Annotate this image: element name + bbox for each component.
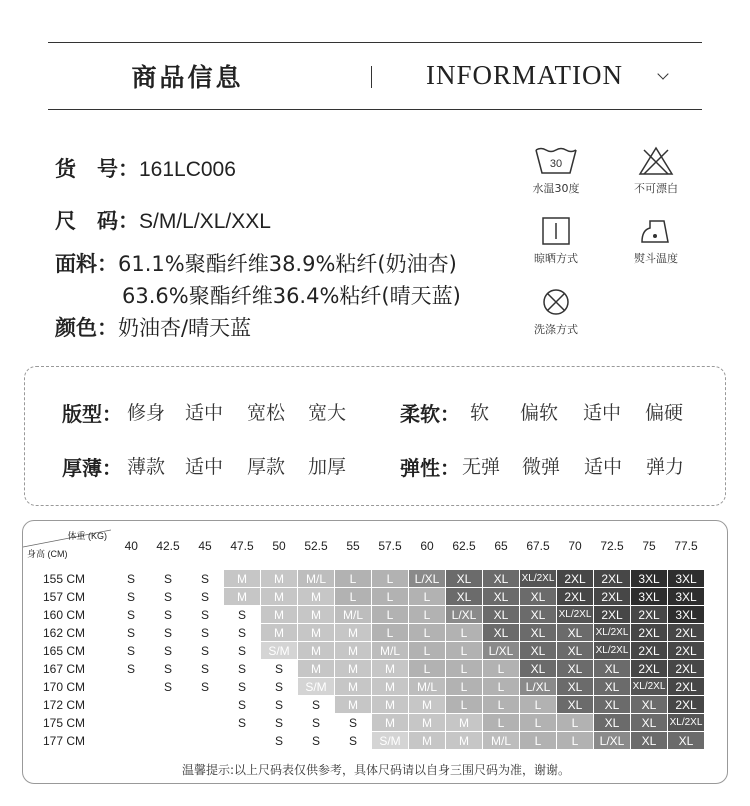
- size-cell: S: [298, 696, 335, 714]
- size-row: [23, 714, 705, 732]
- size-cell: XL: [594, 714, 631, 732]
- size-cell: S/M: [372, 732, 409, 750]
- weight-header: 67.5: [526, 538, 550, 553]
- size-cell: S: [113, 624, 150, 642]
- size-cell: [113, 678, 150, 696]
- weight-header: 75: [642, 538, 656, 553]
- size-cell: S: [335, 732, 372, 750]
- size-cell: M: [298, 588, 335, 606]
- size-cell: S/M: [298, 678, 335, 696]
- size-cell: S: [261, 678, 298, 696]
- size-cell: L: [446, 678, 483, 696]
- height-label: 155 CM: [43, 571, 86, 586]
- size-cell: M: [409, 696, 446, 714]
- iron-icon: [638, 216, 674, 246]
- size-cell: 3XL: [668, 570, 705, 588]
- corner-weight-label: 体重 (KG): [67, 531, 107, 541]
- size-cell: L/XL: [520, 678, 557, 696]
- size-cell: S: [113, 606, 150, 624]
- size-row: [55, 205, 271, 235]
- weight-header: 52.5: [304, 538, 328, 553]
- size-cell: 2XL: [668, 696, 705, 714]
- size-cell: S: [261, 732, 298, 750]
- size-cell: XL: [557, 624, 594, 642]
- care-iron: [621, 216, 691, 266]
- size-cell: S: [150, 570, 187, 588]
- fabric-line-2: 63.6%聚酯纤维36.4%粘纤(晴天蓝): [122, 284, 461, 308]
- size-cell: S: [224, 642, 261, 660]
- size-cell: M: [372, 660, 409, 678]
- size-cell: XL: [520, 642, 557, 660]
- size-note: 温馨提示:以上尺码表仅供参考，具体尺码请以自身三围尺码为准，谢谢。: [181, 763, 571, 777]
- height-label: 177 CM: [43, 733, 86, 748]
- fabric-feel-panel: [24, 366, 726, 506]
- size-cell: M: [298, 606, 335, 624]
- size-cell: M: [372, 696, 409, 714]
- weight-header: 70: [568, 538, 582, 553]
- size-cell: L: [483, 678, 520, 696]
- size-cell: S: [187, 624, 224, 642]
- size-cell: S: [261, 660, 298, 678]
- size-row: [23, 642, 705, 660]
- size-cell: [150, 714, 187, 732]
- size-cell: M: [298, 624, 335, 642]
- size-cell: M: [372, 678, 409, 696]
- size-cell: S: [298, 732, 335, 750]
- size-cell: XL: [483, 624, 520, 642]
- size-cell: L: [557, 714, 594, 732]
- size-cell: L: [557, 732, 594, 750]
- size-cell: L: [446, 642, 483, 660]
- sku-label: 货 号：: [55, 157, 139, 181]
- care-bleach: [621, 146, 691, 196]
- feel-option: 软: [470, 402, 490, 424]
- size-cell: XL: [557, 696, 594, 714]
- size-cell: S: [187, 660, 224, 678]
- size-cell: XL: [483, 606, 520, 624]
- size-cell: M: [261, 570, 298, 588]
- size-label: 尺 码：: [55, 209, 139, 233]
- feel-label: 弹性：: [400, 456, 460, 480]
- size-cell: S: [150, 660, 187, 678]
- size-cell: S: [261, 696, 298, 714]
- feel-option: 宽松: [247, 402, 286, 424]
- height-label: 157 CM: [43, 589, 86, 604]
- size-cell: S: [113, 570, 150, 588]
- size-row: [23, 696, 705, 714]
- size-cell: L: [372, 606, 409, 624]
- size-row: [23, 588, 705, 606]
- size-cell: XL: [520, 624, 557, 642]
- size-cell: 2XL: [594, 606, 631, 624]
- size-cell: L: [446, 624, 483, 642]
- size-cell: M/L: [298, 570, 335, 588]
- color-label: 颜色：: [55, 316, 118, 340]
- feel-option: 无弹: [462, 456, 501, 478]
- size-cell: L/XL: [409, 570, 446, 588]
- size-cell: S: [150, 678, 187, 696]
- care-label: 洗涤方式: [534, 323, 578, 336]
- size-cell: M: [335, 696, 372, 714]
- size-cell: [187, 696, 224, 714]
- size-cell: L: [483, 660, 520, 678]
- feel-option-selected: 适中: [583, 398, 621, 425]
- feel-fit: [62, 398, 122, 427]
- weight-header: 50: [272, 538, 286, 553]
- size-row: [23, 678, 705, 696]
- size-cell: M: [261, 624, 298, 642]
- size-cell: S: [187, 642, 224, 660]
- size-cell: XL: [631, 732, 668, 750]
- feel-option: 厚款: [247, 456, 286, 478]
- size-cell: [224, 732, 261, 750]
- feel-thickness: [62, 452, 122, 481]
- size-cell: M/L: [372, 642, 409, 660]
- size-cell: M: [224, 570, 261, 588]
- care-wash-method: [521, 287, 591, 337]
- title-en: INFORMATION: [426, 60, 624, 90]
- size-cell: 2XL: [557, 570, 594, 588]
- top-rule: [48, 42, 702, 43]
- size-cell: S: [224, 660, 261, 678]
- size-cell: L: [446, 696, 483, 714]
- size-row: [23, 732, 705, 750]
- size-cell: L: [446, 660, 483, 678]
- size-cell: 2XL: [557, 588, 594, 606]
- care-label: 不可漂白: [634, 182, 678, 195]
- size-cell: L: [372, 588, 409, 606]
- color-value: 奶油杏/晴天蓝: [118, 316, 252, 340]
- size-cell: 2XL: [631, 624, 668, 642]
- size-cell: XL: [557, 678, 594, 696]
- size-cell: M/L: [409, 678, 446, 696]
- size-cell: XL: [631, 714, 668, 732]
- size-cell: S: [150, 588, 187, 606]
- size-cell: L: [483, 714, 520, 732]
- no-tumble-dry-icon: [541, 287, 571, 317]
- size-cell: S: [224, 714, 261, 732]
- size-cell: M: [298, 642, 335, 660]
- size-value: S/M/L/XL/XXL: [139, 210, 271, 233]
- size-cell: [187, 714, 224, 732]
- size-cell: M: [335, 660, 372, 678]
- care-label: 晾晒方式: [534, 252, 578, 265]
- feel-option-selected: 适中: [185, 452, 223, 479]
- weight-header: 65: [494, 538, 508, 553]
- size-cell: L: [409, 660, 446, 678]
- size-cell: XL: [594, 678, 631, 696]
- size-cell: S: [187, 570, 224, 588]
- size-cell: 3XL: [668, 588, 705, 606]
- feel-option: 弹力: [646, 456, 685, 478]
- size-cell: S: [150, 642, 187, 660]
- title-divider: [371, 66, 372, 88]
- size-chart: [22, 520, 728, 784]
- size-cell: [113, 732, 150, 750]
- size-cell: XL: [668, 732, 705, 750]
- feel-label: 厚薄：: [62, 456, 122, 480]
- header-bottom-rule: [48, 109, 702, 110]
- size-cell: L: [372, 624, 409, 642]
- feel-option: 加厚: [308, 456, 347, 478]
- sku-value: 161LC006: [139, 158, 236, 181]
- size-cell: XL: [520, 606, 557, 624]
- corner-cell: [23, 521, 113, 570]
- size-cell: M: [261, 606, 298, 624]
- fabric-label: 面料：: [55, 252, 118, 276]
- size-cell: XL/2XL: [594, 642, 631, 660]
- size-row: [23, 624, 705, 642]
- size-cell: XL: [557, 660, 594, 678]
- height-label: 175 CM: [43, 715, 86, 730]
- size-cell: M: [335, 624, 372, 642]
- size-cell: S: [150, 606, 187, 624]
- size-row: [23, 660, 705, 678]
- size-cell: L: [409, 606, 446, 624]
- weight-header: 57.5: [378, 538, 402, 553]
- size-cell: XL/2XL: [631, 678, 668, 696]
- size-cell: S: [224, 606, 261, 624]
- feel-option: 适中: [584, 456, 623, 478]
- size-cell: 2XL: [631, 660, 668, 678]
- weight-header: 40: [124, 538, 138, 553]
- size-cell: L: [372, 570, 409, 588]
- size-table: [23, 521, 705, 750]
- weight-header: 55: [346, 538, 360, 553]
- size-cell: L/XL: [594, 732, 631, 750]
- chevron-down-icon: [657, 68, 668, 79]
- size-cell: 2XL: [631, 606, 668, 624]
- weight-header: 42.5: [156, 538, 180, 553]
- size-cell: XL: [483, 588, 520, 606]
- weight-header: 62.5: [452, 538, 476, 553]
- size-cell: [113, 714, 150, 732]
- size-cell: S/M: [261, 642, 298, 660]
- size-cell: M: [372, 714, 409, 732]
- size-cell: L/XL: [446, 606, 483, 624]
- size-cell: S: [150, 624, 187, 642]
- size-cell: M: [409, 732, 446, 750]
- size-cell: S: [335, 714, 372, 732]
- feel-elasticity: [400, 452, 460, 481]
- height-label: 165 CM: [43, 643, 86, 658]
- feel-option: 宽大: [308, 402, 347, 424]
- size-cell: XL: [520, 588, 557, 606]
- weight-header: 47.5: [230, 538, 254, 553]
- weight-header: 60: [420, 538, 434, 553]
- size-cell: L: [409, 588, 446, 606]
- size-cell: M/L: [335, 606, 372, 624]
- size-cell: XL: [446, 570, 483, 588]
- size-cell: S: [187, 588, 224, 606]
- size-row: [23, 570, 705, 588]
- size-cell: L/XL: [483, 642, 520, 660]
- feel-label: 柔软：: [400, 402, 460, 426]
- size-cell: S: [187, 678, 224, 696]
- size-cell: S: [298, 714, 335, 732]
- height-label: 170 CM: [43, 679, 86, 694]
- feel-softness: [400, 398, 460, 427]
- size-cell: M: [335, 642, 372, 660]
- feel-option: 偏硬: [645, 402, 684, 424]
- height-label: 160 CM: [43, 607, 86, 622]
- size-cell: XL: [520, 660, 557, 678]
- size-cell: M: [446, 714, 483, 732]
- size-cell: XL/2XL: [594, 624, 631, 642]
- wash-temp: 30: [549, 158, 563, 170]
- corner-height-label: 身高 (CM): [27, 549, 68, 559]
- size-cell: L: [335, 588, 372, 606]
- care-dry: [521, 216, 591, 266]
- size-cell: XL: [594, 660, 631, 678]
- size-cell: [150, 696, 187, 714]
- size-cell: XL: [631, 696, 668, 714]
- size-cell: S: [224, 696, 261, 714]
- feel-option: 修身: [127, 402, 166, 424]
- size-cell: S: [224, 624, 261, 642]
- title-cn: 商品信息: [131, 63, 244, 92]
- size-cell: [150, 732, 187, 750]
- fabric-row-2: [122, 280, 461, 310]
- height-label: 167 CM: [43, 661, 86, 676]
- size-cell: L: [483, 696, 520, 714]
- feel-option-selected: 微弹: [522, 452, 560, 479]
- size-cell: 2XL: [631, 642, 668, 660]
- care-wash: [521, 146, 591, 196]
- size-cell: S: [113, 642, 150, 660]
- size-cell: 3XL: [668, 606, 705, 624]
- size-cell: XL: [557, 642, 594, 660]
- weight-header: 72.5: [600, 538, 624, 553]
- weight-header: 45: [198, 538, 212, 553]
- weight-header: 77.5: [674, 538, 698, 553]
- size-cell: 2XL: [668, 624, 705, 642]
- size-cell: [113, 696, 150, 714]
- line-dry-icon: [541, 216, 571, 246]
- size-cell: XL/2XL: [557, 606, 594, 624]
- size-cell: L: [520, 732, 557, 750]
- size-cell: S: [261, 714, 298, 732]
- size-cell: XL: [446, 588, 483, 606]
- size-cell: M: [298, 660, 335, 678]
- size-cell: [187, 732, 224, 750]
- weight-header-row: [23, 521, 705, 570]
- size-cell: M: [224, 588, 261, 606]
- size-cell: M: [446, 732, 483, 750]
- height-label: 172 CM: [43, 697, 86, 712]
- size-cell: L: [335, 570, 372, 588]
- size-cell: XL: [594, 696, 631, 714]
- sku-row: [55, 153, 236, 183]
- size-cell: L: [520, 696, 557, 714]
- size-cell: S: [224, 678, 261, 696]
- size-cell: XL: [483, 570, 520, 588]
- size-cell: 3XL: [631, 588, 668, 606]
- feel-option-selected: 适中: [185, 398, 223, 425]
- size-row: [23, 606, 705, 624]
- size-cell: L: [520, 714, 557, 732]
- size-cell: L: [409, 624, 446, 642]
- height-label: 162 CM: [43, 625, 86, 640]
- size-cell: 3XL: [631, 570, 668, 588]
- size-cell: M: [261, 588, 298, 606]
- size-cell: 2XL: [594, 570, 631, 588]
- size-cell: M: [409, 714, 446, 732]
- size-cell: M/L: [483, 732, 520, 750]
- care-label: 熨斗温度: [634, 252, 678, 265]
- feel-option: 薄款: [127, 456, 166, 478]
- size-cell: XL/2XL: [668, 714, 705, 732]
- fabric-line-1: 61.1%聚酯纤维38.9%粘纤(奶油杏): [118, 252, 457, 276]
- size-cell: L: [409, 642, 446, 660]
- size-cell: XL/2XL: [520, 570, 557, 588]
- fabric-row: [55, 248, 457, 278]
- size-cell: S: [113, 660, 150, 678]
- size-cell: 2XL: [594, 588, 631, 606]
- care-label: 水温30度: [532, 182, 580, 195]
- size-cell: S: [113, 588, 150, 606]
- size-cell: S: [187, 606, 224, 624]
- size-cell: 2XL: [668, 660, 705, 678]
- size-cell: M: [335, 678, 372, 696]
- size-cell: 2XL: [668, 642, 705, 660]
- size-cell: 2XL: [668, 678, 705, 696]
- feel-label: 版型：: [62, 402, 122, 426]
- no-bleach-icon: [636, 146, 676, 176]
- feel-option: 偏软: [520, 402, 559, 424]
- wash-30-icon: [533, 146, 579, 176]
- color-row: [55, 312, 251, 342]
